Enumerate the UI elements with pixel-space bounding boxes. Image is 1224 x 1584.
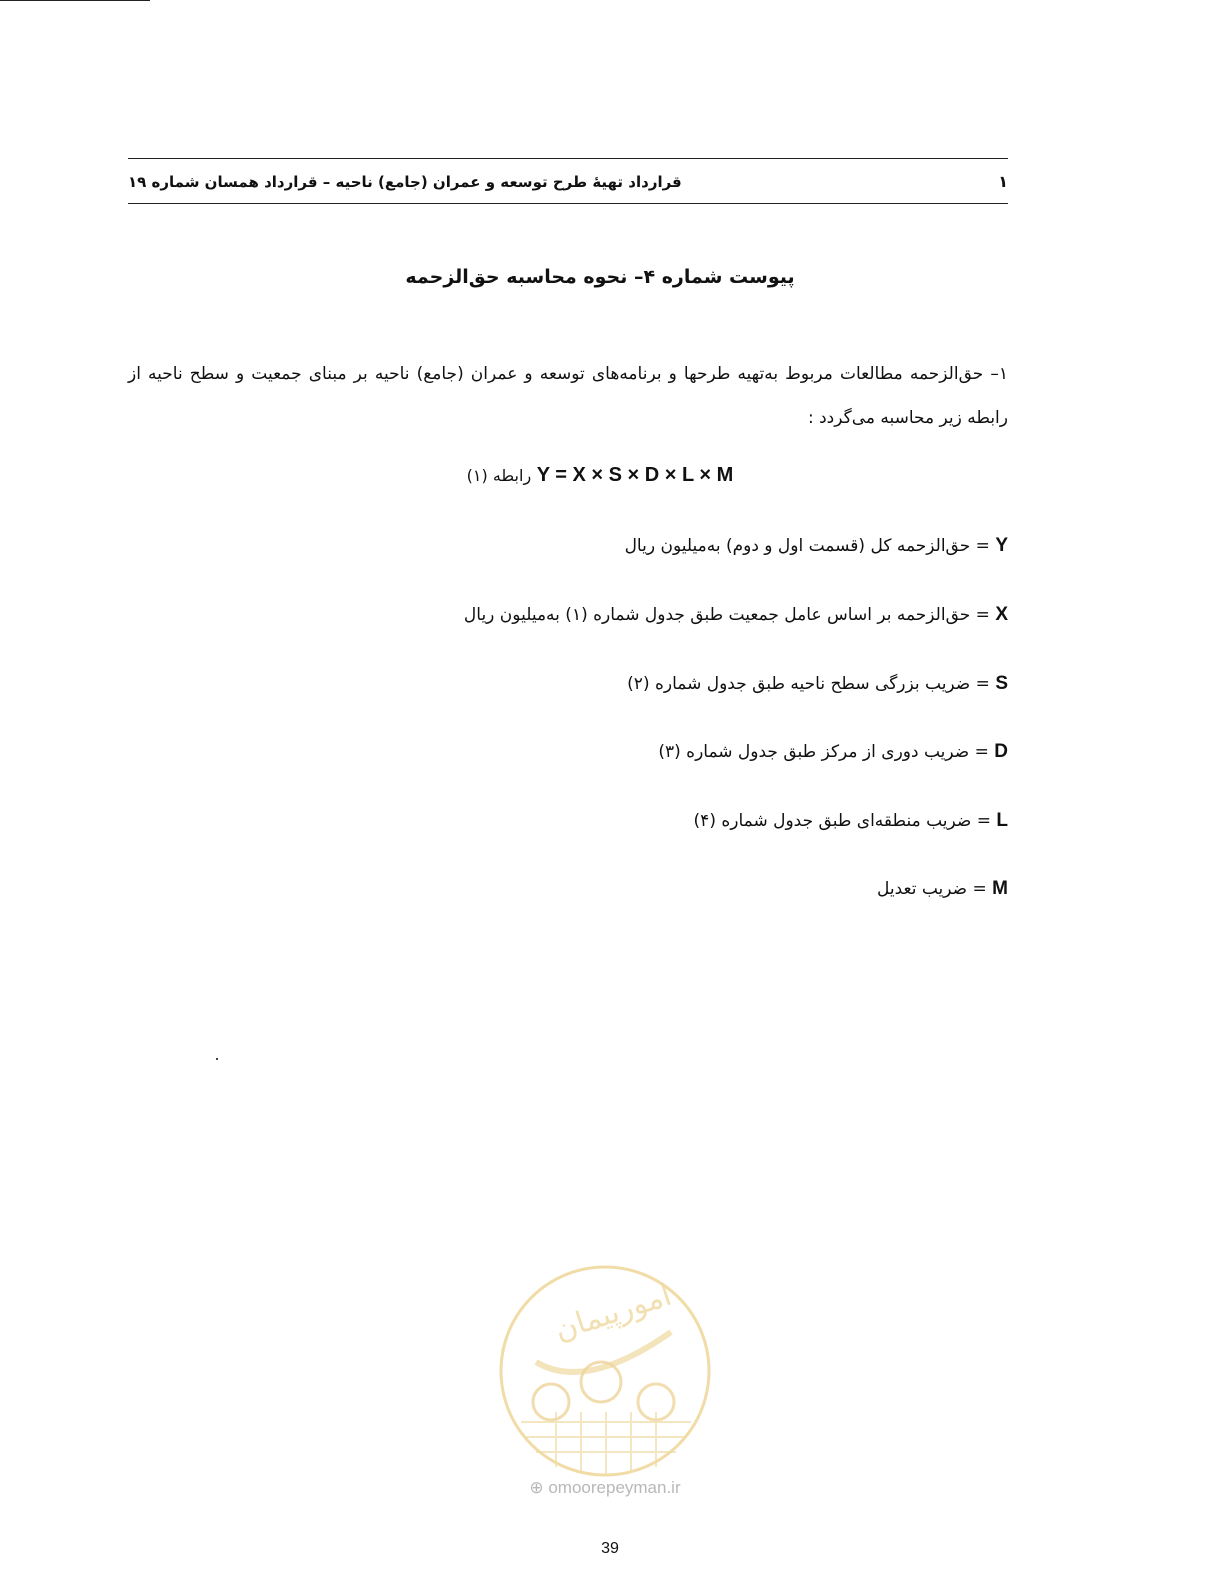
definition-d bbox=[308, 741, 1008, 763]
definition-symbol: D bbox=[994, 741, 1008, 762]
definition-text: = ضریب بزرگی سطح ناحیه طبق جدول شماره (۲) bbox=[627, 674, 990, 694]
definition-symbol: Y bbox=[995, 535, 1008, 556]
header-title: قرارداد تهیهٔ طرح توسعه و عمران (جامع) ناحیه – قرارداد همسان شماره ۱۹ bbox=[128, 173, 682, 191]
definition-symbol: S bbox=[995, 673, 1008, 694]
definition-s bbox=[308, 673, 1008, 695]
globe-icon: ⊕ bbox=[529, 1478, 544, 1497]
definition-symbol: X bbox=[995, 604, 1008, 625]
definition-x bbox=[308, 604, 1008, 626]
definition-y bbox=[308, 535, 1008, 557]
watermark-logo bbox=[496, 1262, 714, 1480]
definition-text: = ضریب دوری از مرکز طبق جدول شماره (۳) bbox=[658, 742, 989, 762]
definition-text: = حق‌الزحمه کل (قسمت اول و دوم) به‌میلیون ریال bbox=[624, 536, 990, 556]
definition-text: = ضریب تعدیل bbox=[877, 879, 987, 899]
definition-m bbox=[308, 878, 1008, 900]
definition-symbol: M bbox=[992, 878, 1008, 899]
header-rule-top bbox=[128, 158, 1008, 159]
intro-paragraph: ۱– حق‌الزحمه مطالعات مربوط به‌تهیه طرحها و برنامه‌های توسعه و عمران (جامع) ناحیه بر مبنای جمعیت و سطح ناحیه از رابطه زیر محاسبه می‌گردد : bbox=[128, 364, 1008, 428]
corner-rule bbox=[0, 0, 150, 1]
page-number: 39 bbox=[601, 1540, 619, 1557]
formula bbox=[300, 464, 900, 487]
formula-label: رابطه (۱) bbox=[466, 466, 532, 485]
watermark-site-text: omoorepeyman.ir bbox=[548, 1478, 681, 1497]
header-rule-bottom bbox=[128, 203, 1008, 204]
header-page-number: ۱ bbox=[998, 172, 1008, 191]
svg-text:امورپیمان: امورپیمان bbox=[550, 1277, 676, 1349]
watermark-site bbox=[480, 1478, 730, 1498]
document-title: پیوست شماره ۴– نحوه محاسبه حق‌الزحمه bbox=[405, 266, 795, 288]
definition-symbol: L bbox=[996, 810, 1008, 831]
definition-text: = ضریب منطقه‌ای طبق جدول شماره (۴) bbox=[693, 811, 991, 831]
definition-l bbox=[308, 810, 1008, 832]
formula-expression: Y = X × S × D × L × M bbox=[536, 464, 734, 486]
definition-text: = حق‌الزحمه بر اساس عامل جمعیت طبق جدول شماره (۱) به‌میلیون ریال bbox=[463, 605, 990, 625]
stray-mark bbox=[216, 1058, 218, 1060]
